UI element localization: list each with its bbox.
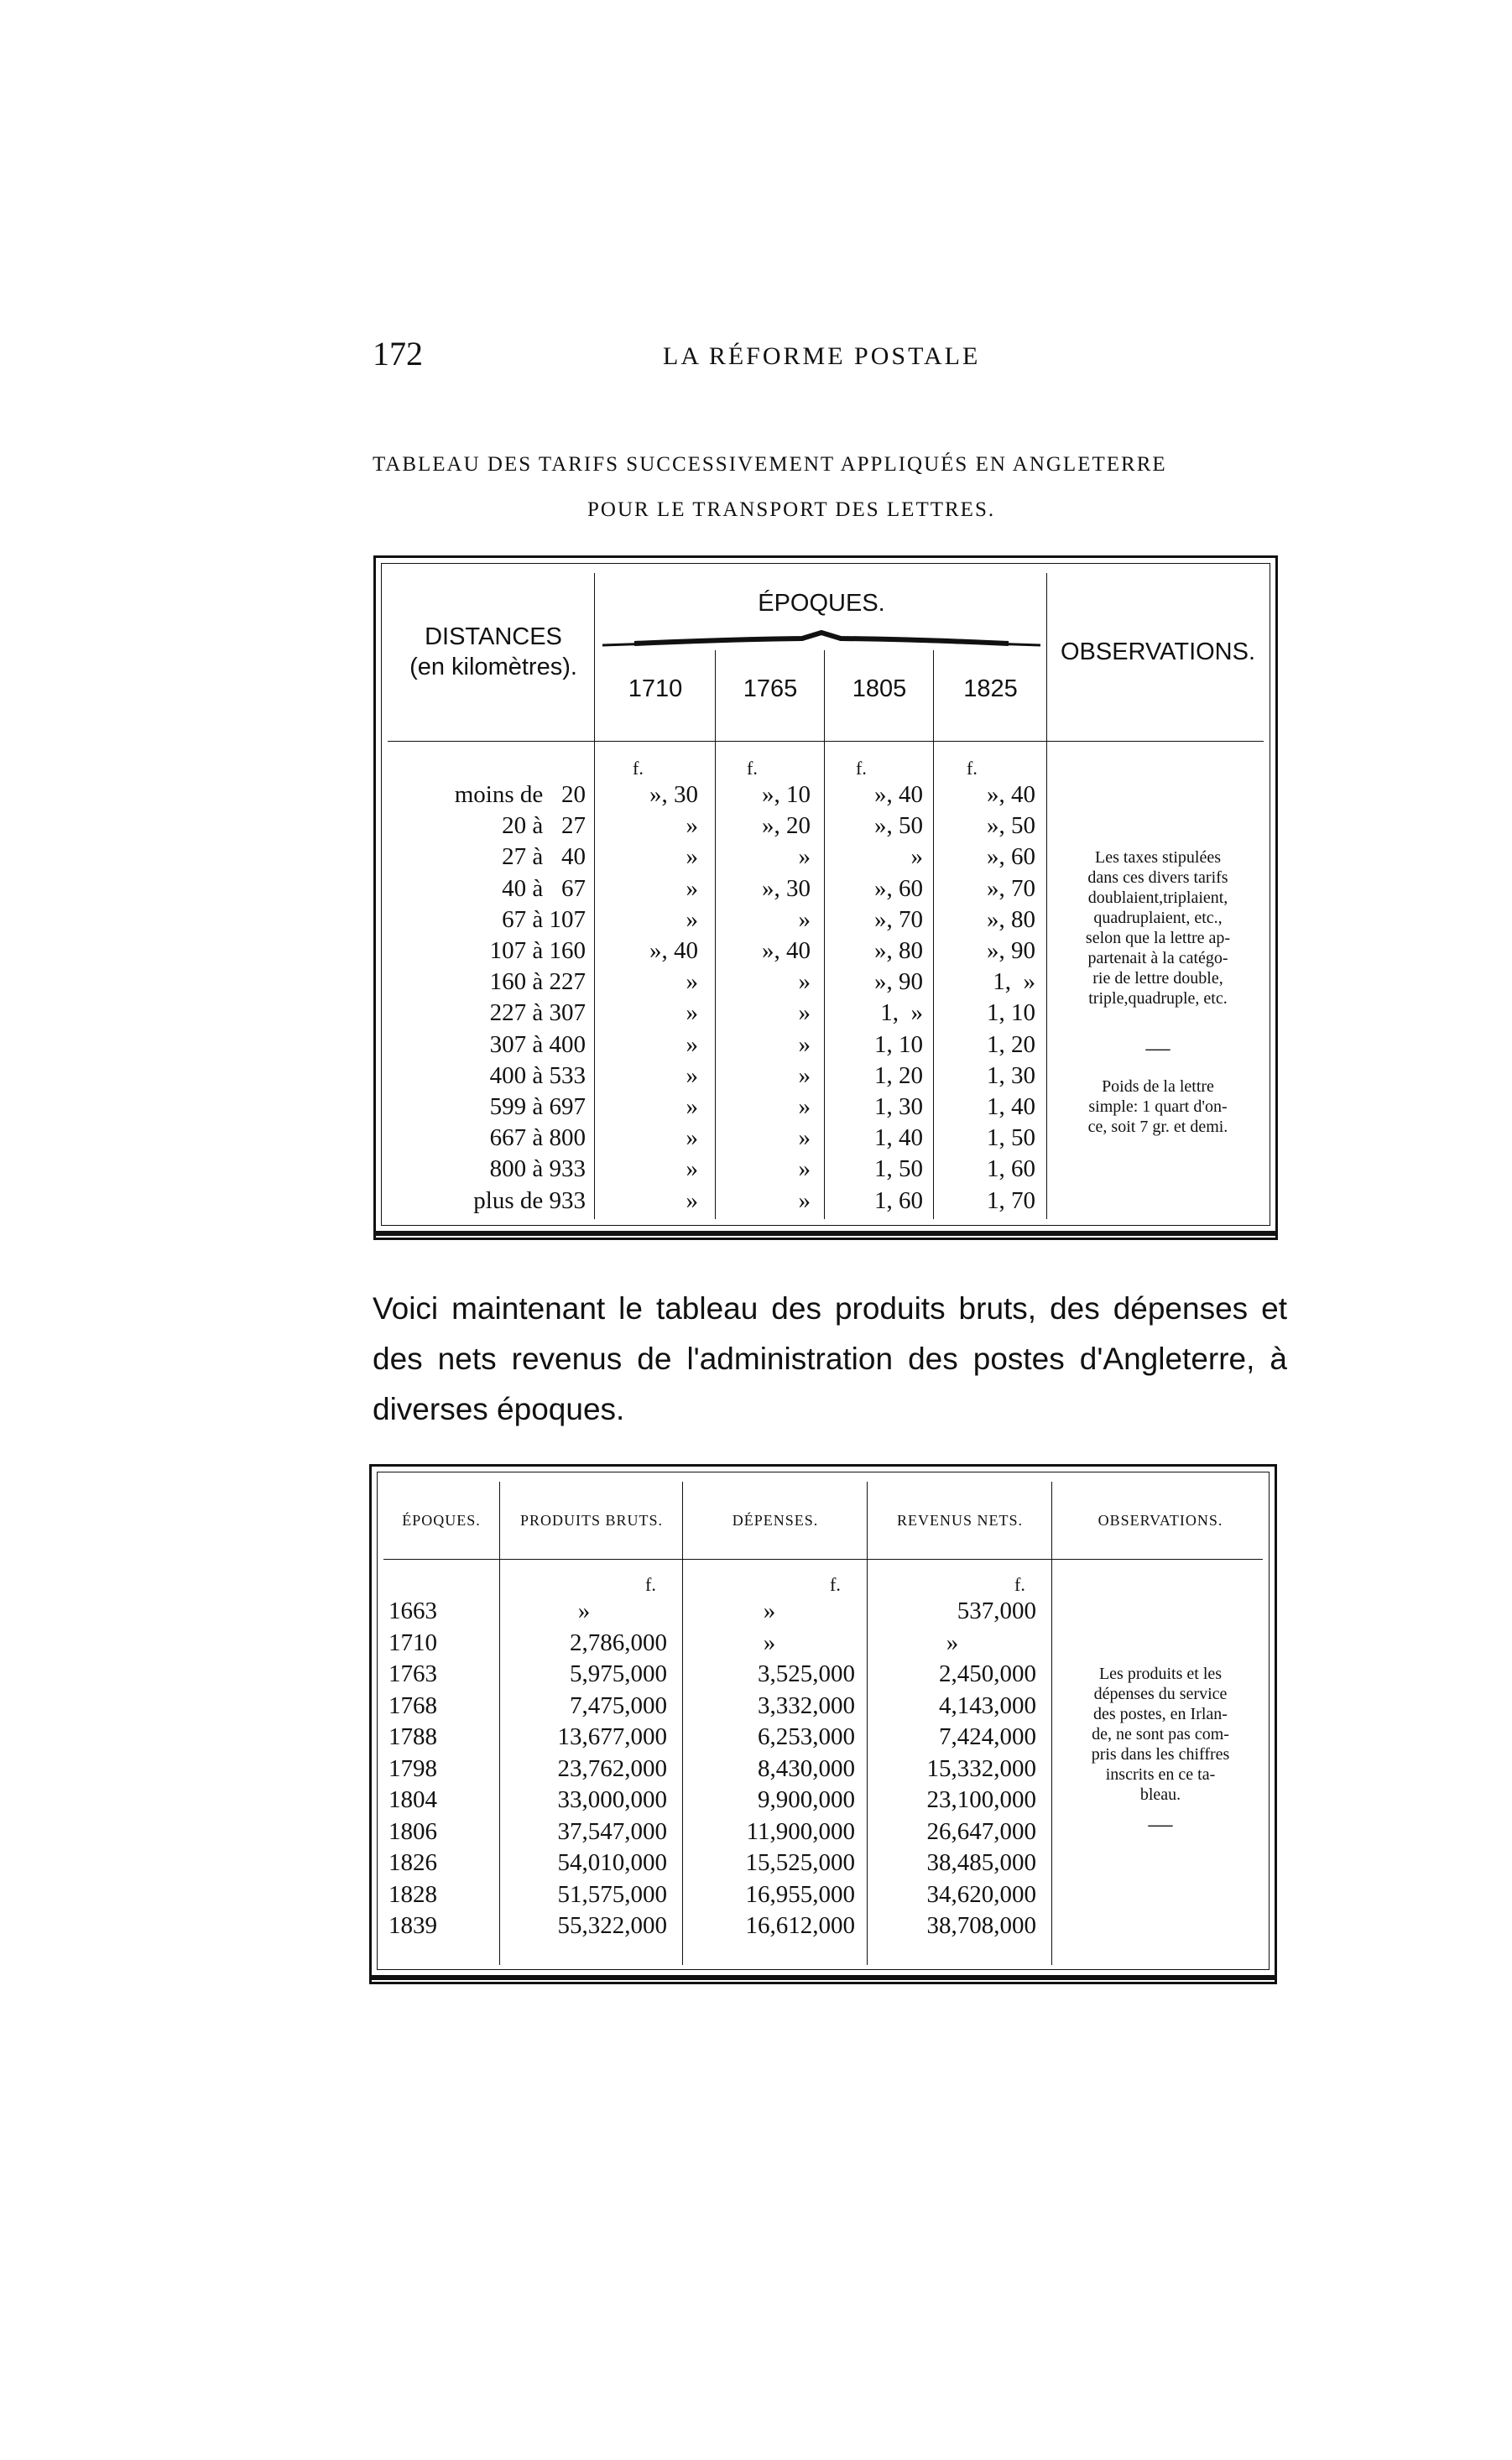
tariff-cell-v1825: 1, 50 bbox=[987, 1124, 1035, 1152]
tariff-cell-v1765: » bbox=[798, 1061, 811, 1089]
tariff-cell-v1710: » bbox=[686, 1124, 698, 1152]
revenue-table bbox=[369, 1464, 1277, 1984]
revenue-cell-revenus: 2,450,000 bbox=[939, 1660, 1036, 1687]
tariff-cell-v1765: » bbox=[798, 1155, 811, 1183]
tariff-cell-distance: 67 à 107 bbox=[502, 905, 586, 933]
epoques-brace bbox=[601, 630, 1042, 650]
col-distances-heading: DISTANCES bbox=[425, 623, 562, 650]
tariff-cell-v1825: », 50 bbox=[987, 812, 1035, 840]
tariff-cell-v1765: » bbox=[798, 1030, 811, 1058]
revenue-cell-revenus: 4,143,000 bbox=[939, 1691, 1036, 1719]
tariff-cell-v1765: », 10 bbox=[762, 781, 811, 808]
revenue-cell-year: 1763 bbox=[388, 1660, 437, 1687]
tariff-cell-v1710: » bbox=[686, 843, 698, 871]
note-line: ce, soit 7 gr. et demi. bbox=[1087, 1118, 1228, 1136]
tariff-cell-v1805: 1, 60 bbox=[874, 1186, 923, 1214]
note-line: quadruplaient, etc., bbox=[1093, 909, 1223, 927]
note-line: de, ne sont pas com- bbox=[1092, 1725, 1229, 1743]
note-line: triple,quadruple, etc. bbox=[1088, 989, 1228, 1008]
unit-marker: f. bbox=[830, 1574, 841, 1595]
tariff-cell-v1710: », 40 bbox=[649, 937, 698, 964]
tariff-cell-v1805: 1, 40 bbox=[874, 1124, 923, 1152]
tariff-cell-v1825: 1, » bbox=[993, 968, 1035, 996]
tariff-cell-v1710: » bbox=[686, 999, 698, 1027]
revenue-cell-year: 1804 bbox=[388, 1786, 437, 1813]
tariff-cell-v1710: » bbox=[686, 874, 698, 902]
unit-marker: f. bbox=[856, 758, 867, 779]
body-paragraph: Voici maintenant le tableau des produits bruts, des dépenses et des nets revenus de l'administration des postes d'Angleterre, à diverses époques. bbox=[373, 1291, 1287, 1426]
revenue-cell-year: 1806 bbox=[388, 1817, 437, 1845]
revenue-cell-year: 1710 bbox=[388, 1629, 437, 1656]
running-title: LA RÉFORME POSTALE bbox=[663, 342, 981, 370]
year-1765-heading: 1765 bbox=[743, 675, 798, 702]
observation-note-weight bbox=[1048, 1076, 1268, 1137]
revenue-cell-depenses: 3,332,000 bbox=[758, 1691, 855, 1719]
note-line: partenait à la catégo- bbox=[1087, 949, 1228, 967]
year-1710-heading: 1710 bbox=[628, 675, 683, 702]
revenue-cell-year: 1768 bbox=[388, 1691, 437, 1719]
revenue-cell-revenus: 23,100,000 bbox=[926, 1786, 1036, 1813]
unit-marker: f. bbox=[645, 1574, 656, 1595]
t1-col-rule bbox=[594, 573, 595, 1219]
tariff-cell-v1805: » bbox=[910, 843, 923, 871]
tariff-cell-v1765: » bbox=[798, 905, 811, 933]
revenue-cell-produits: 13,677,000 bbox=[557, 1723, 667, 1750]
observation-dash: — bbox=[1148, 1811, 1173, 1837]
col-depenses: DÉPENSES. bbox=[732, 1512, 819, 1529]
tariff-cell-v1765: » bbox=[798, 999, 811, 1027]
tariff-cell-distance: 307 à 400 bbox=[489, 1030, 586, 1058]
observation-note-ireland bbox=[1053, 1664, 1268, 1805]
t1-col-rule bbox=[1046, 573, 1047, 1219]
tariff-cell-v1710: », 30 bbox=[649, 781, 698, 808]
revenue-table-bottom-rule bbox=[372, 1975, 1275, 1980]
tariff-cell-v1825: », 90 bbox=[987, 937, 1035, 964]
revenue-cell-year: 1663 bbox=[388, 1597, 437, 1624]
revenue-cell-year: 1828 bbox=[388, 1880, 437, 1908]
t2-col-rule bbox=[499, 1482, 500, 1965]
tariff-cell-v1710: » bbox=[686, 1093, 698, 1120]
revenue-cell-depenses: » bbox=[763, 1629, 776, 1656]
note-line: dans ces divers tarifs bbox=[1087, 868, 1228, 887]
note-line: bleau. bbox=[1139, 1785, 1181, 1804]
tariff-cell-v1805: 1, 20 bbox=[874, 1061, 923, 1089]
revenue-cell-year: 1826 bbox=[388, 1849, 437, 1876]
revenue-cell-produits: 23,762,000 bbox=[557, 1754, 667, 1782]
tariff-cell-v1805: 1, 50 bbox=[874, 1155, 923, 1183]
tariff-cell-v1710: » bbox=[686, 812, 698, 840]
note-line: pris dans les chiffres bbox=[1091, 1745, 1230, 1764]
tariff-cell-v1825: 1, 10 bbox=[987, 999, 1035, 1027]
tariff-cell-distance: 27 à 40 bbox=[502, 843, 586, 871]
revenue-cell-year: 1798 bbox=[388, 1754, 437, 1782]
tariff-cell-distance: moins de 20 bbox=[454, 781, 586, 808]
tariff-cell-v1765: » bbox=[798, 1124, 811, 1152]
tariff-cell-v1805: 1, 10 bbox=[874, 1030, 923, 1058]
t1-col-rule bbox=[715, 650, 716, 1219]
revenue-cell-depenses: 15,525,000 bbox=[745, 1849, 855, 1876]
tariff-cell-v1805: », 80 bbox=[874, 937, 923, 964]
revenue-cell-produits: 51,575,000 bbox=[557, 1880, 667, 1908]
tariff-cell-v1805: », 40 bbox=[874, 781, 923, 808]
tariff-table bbox=[373, 555, 1278, 1240]
tariff-cell-distance: 599 à 697 bbox=[489, 1093, 586, 1120]
revenue-cell-produits: » bbox=[577, 1597, 591, 1624]
tariff-cell-v1825: 1, 70 bbox=[987, 1186, 1035, 1214]
col-epoques-heading: ÉPOQUES. bbox=[758, 590, 885, 617]
t1-col-rule bbox=[933, 650, 934, 1219]
tariff-cell-distance: 227 à 307 bbox=[489, 999, 586, 1027]
tariff-cell-v1710: » bbox=[686, 1061, 698, 1089]
revenue-cell-depenses: 6,253,000 bbox=[758, 1723, 855, 1750]
revenue-cell-produits: 33,000,000 bbox=[557, 1786, 667, 1813]
revenue-cell-produits: 37,547,000 bbox=[557, 1817, 667, 1845]
unit-marker: f. bbox=[747, 758, 758, 779]
revenue-cell-revenus: » bbox=[946, 1629, 959, 1656]
note-line: doublaient,triplaient, bbox=[1087, 889, 1228, 907]
table1-title-line2: POUR LE TRANSPORT DES LETTRES. bbox=[587, 498, 996, 521]
note-line: des postes, en Irlan- bbox=[1093, 1705, 1228, 1723]
note-line: Les taxes stipulées bbox=[1095, 848, 1221, 867]
revenue-cell-produits: 7,475,000 bbox=[570, 1691, 667, 1719]
revenue-cell-produits: 5,975,000 bbox=[570, 1660, 667, 1687]
tariff-cell-distance: 40 à 67 bbox=[502, 874, 586, 902]
revenue-cell-depenses: 11,900,000 bbox=[746, 1817, 855, 1845]
unit-marker: f. bbox=[1014, 1574, 1025, 1595]
revenue-cell-year: 1788 bbox=[388, 1723, 437, 1750]
revenue-cell-depenses: » bbox=[763, 1597, 776, 1624]
revenue-cell-revenus: 34,620,000 bbox=[926, 1880, 1036, 1908]
tariff-cell-v1825: 1, 60 bbox=[987, 1155, 1035, 1183]
tariff-cell-distance: 800 à 933 bbox=[489, 1155, 586, 1183]
revenue-cell-depenses: 16,955,000 bbox=[745, 1880, 855, 1908]
tariff-cell-v1805: », 70 bbox=[874, 905, 923, 933]
revenue-cell-year: 1839 bbox=[388, 1912, 437, 1939]
unit-marker: f. bbox=[633, 758, 644, 779]
tariff-cell-v1765: », 20 bbox=[762, 812, 811, 840]
col-observations: OBSERVATIONS. bbox=[1098, 1512, 1223, 1529]
tariff-cell-distance: 160 à 227 bbox=[489, 968, 586, 996]
col-observations-heading: OBSERVATIONS. bbox=[1060, 638, 1256, 665]
tariff-cell-v1765: » bbox=[798, 843, 811, 871]
note-line: simple: 1 quart d'on- bbox=[1088, 1097, 1228, 1116]
year-1805-heading: 1805 bbox=[852, 675, 907, 702]
revenue-cell-depenses: 3,525,000 bbox=[758, 1660, 855, 1687]
tariff-cell-v1710: » bbox=[686, 1155, 698, 1183]
note-line: rie de lettre double, bbox=[1092, 969, 1223, 988]
tariff-cell-v1765: », 40 bbox=[762, 937, 811, 964]
tariff-cell-v1825: 1, 30 bbox=[987, 1061, 1035, 1089]
year-1825-heading: 1825 bbox=[963, 675, 1018, 702]
tariff-table-bottom-rule bbox=[376, 1231, 1275, 1236]
observation-note-multiples bbox=[1048, 847, 1268, 1008]
tariff-cell-v1710: » bbox=[686, 1030, 698, 1058]
revenue-cell-revenus: 38,485,000 bbox=[926, 1849, 1036, 1876]
tariff-cell-v1805: », 60 bbox=[874, 874, 923, 902]
revenue-cell-revenus: 15,332,000 bbox=[926, 1754, 1036, 1782]
note-line: Poids de la lettre bbox=[1102, 1077, 1214, 1096]
col-revenus-nets: REVENUS NETS. bbox=[896, 1512, 1023, 1529]
tariff-cell-v1825: », 60 bbox=[987, 843, 1035, 871]
observation-dash: — bbox=[1145, 1035, 1170, 1061]
t2-col-rule bbox=[1051, 1482, 1052, 1965]
page-number: 172 bbox=[373, 335, 423, 373]
tariff-cell-v1825: », 70 bbox=[987, 874, 1035, 902]
tariff-cell-v1765: » bbox=[798, 968, 811, 996]
note-line: dépenses du service bbox=[1093, 1685, 1228, 1703]
tariff-cell-v1710: » bbox=[686, 905, 698, 933]
revenue-cell-revenus: 537,000 bbox=[957, 1597, 1036, 1624]
tariff-cell-v1710: » bbox=[686, 1186, 698, 1214]
note-line: inscrits en ce ta- bbox=[1105, 1765, 1216, 1784]
t1-header-rule bbox=[388, 741, 1264, 742]
tariff-cell-v1805: 1, » bbox=[880, 999, 923, 1027]
table1-title-line1: TABLEAU DES TARIFS SUCCESSIVEMENT APPLIQUÉS EN ANGLETERRE bbox=[373, 453, 1167, 476]
tariff-cell-v1825: 1, 20 bbox=[987, 1030, 1035, 1058]
revenue-cell-produits: 54,010,000 bbox=[557, 1849, 667, 1876]
unit-marker: f. bbox=[967, 758, 978, 779]
col-produits-bruts: PRODUITS BRUTS. bbox=[519, 1512, 664, 1529]
tariff-cell-distance: 20 à 27 bbox=[502, 812, 586, 840]
revenue-cell-produits: 55,322,000 bbox=[557, 1912, 667, 1939]
t1-col-rule bbox=[824, 650, 825, 1219]
col-distances-unit: (en kilomètres). bbox=[409, 654, 577, 680]
revenue-cell-depenses: 9,900,000 bbox=[758, 1786, 855, 1813]
tariff-cell-v1805: », 90 bbox=[874, 968, 923, 996]
revenue-cell-depenses: 16,612,000 bbox=[745, 1912, 855, 1939]
tariff-cell-v1710: » bbox=[686, 968, 698, 996]
col-epoques: ÉPOQUES. bbox=[402, 1512, 481, 1529]
tariff-cell-v1805: », 50 bbox=[874, 812, 923, 840]
tariff-cell-v1765: » bbox=[798, 1093, 811, 1120]
tariff-cell-v1825: », 80 bbox=[987, 905, 1035, 933]
revenue-cell-revenus: 26,647,000 bbox=[926, 1817, 1036, 1845]
t2-col-rule bbox=[867, 1482, 868, 1965]
revenue-cell-revenus: 7,424,000 bbox=[939, 1723, 1036, 1750]
tariff-cell-v1765: », 30 bbox=[762, 874, 811, 902]
note-line: Les produits et les bbox=[1098, 1665, 1223, 1683]
tariff-cell-distance: plus de 933 bbox=[473, 1186, 586, 1214]
t2-col-rule bbox=[682, 1482, 683, 1965]
note-line: selon que la lettre ap- bbox=[1085, 929, 1231, 947]
tariff-cell-distance: 400 à 533 bbox=[489, 1061, 586, 1089]
tariff-cell-v1825: », 40 bbox=[987, 781, 1035, 808]
revenue-cell-produits: 2,786,000 bbox=[570, 1629, 667, 1656]
tariff-cell-distance: 667 à 800 bbox=[489, 1124, 586, 1152]
tariff-cell-v1765: » bbox=[798, 1186, 811, 1214]
revenue-cell-depenses: 8,430,000 bbox=[758, 1754, 855, 1782]
tariff-cell-v1805: 1, 30 bbox=[874, 1093, 923, 1120]
revenue-cell-revenus: 38,708,000 bbox=[926, 1912, 1036, 1939]
tariff-cell-distance: 107 à 160 bbox=[489, 937, 586, 964]
tariff-cell-v1825: 1, 40 bbox=[987, 1093, 1035, 1120]
t2-header-rule bbox=[383, 1559, 1263, 1560]
